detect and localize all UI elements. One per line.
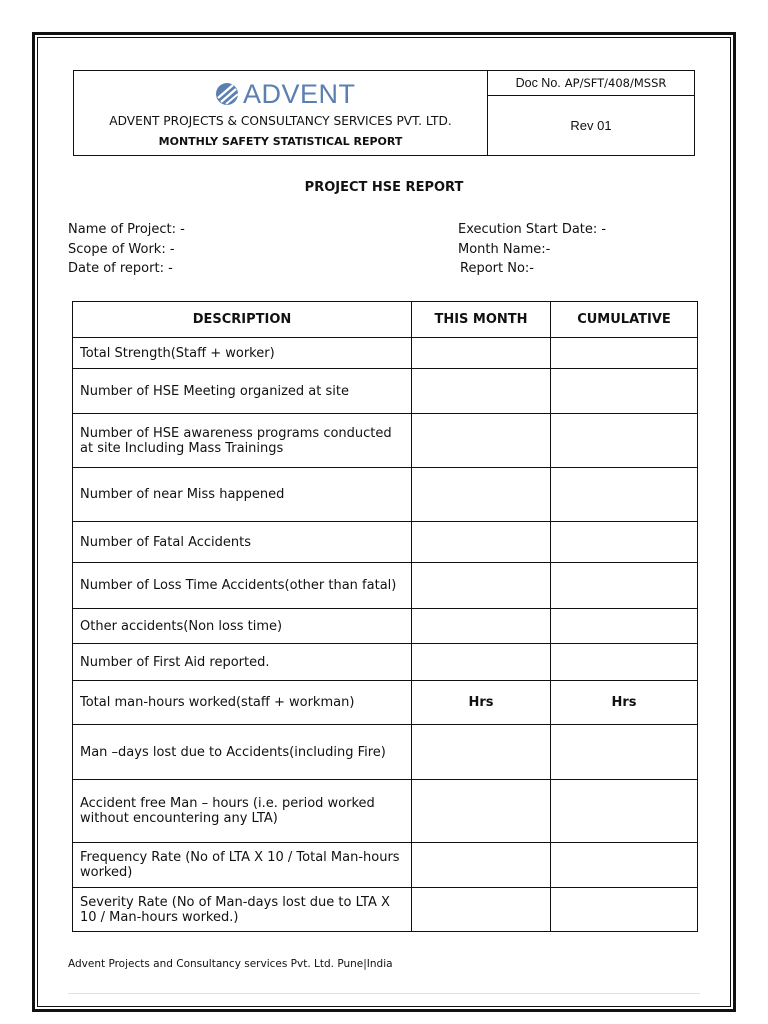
this-month-cell[interactable] [412,369,551,414]
hse-statistics-table [72,301,698,932]
row-description: Total man-hours worked(staff + workman) [73,681,412,725]
column-header-cumulative: CUMULATIVE [551,302,698,338]
execution-start-date-field: Execution Start Date: - [458,222,607,237]
this-month-cell[interactable] [412,843,551,888]
cumulative-cell[interactable] [551,338,698,369]
table-row [73,369,698,414]
footer-divider [68,993,700,994]
this-month-cell[interactable] [412,414,551,468]
doc-number-cell [488,71,694,96]
cumulative-cell[interactable] [551,369,698,414]
doc-number-label: Doc No. [515,76,561,90]
cumulative-cell[interactable] [551,843,698,888]
cumulative-cell[interactable]: Hrs [551,681,698,725]
row-description: Number of Loss Time Accidents(other than fatal) [73,563,412,609]
report-no-field: Report No:- [460,261,534,276]
cumulative-cell[interactable] [551,468,698,522]
row-description: Man –days lost due to Accidents(including Fire) [73,725,412,780]
table-row [73,338,698,369]
row-description: Severity Rate (No of Man-days lost due to LTA X 10 / Man-hours worked.) [73,888,412,932]
cumulative-cell[interactable] [551,522,698,563]
doc-number-value: AP/SFT/408/MSSR [564,76,667,90]
cumulative-cell[interactable] [551,563,698,609]
company-name: ADVENT PROJECTS & CONSULTANCY SERVICES PVT. LTD. [109,114,452,128]
row-description: Total Strength(Staff + worker) [73,338,412,369]
table-row [73,780,698,843]
cumulative-cell[interactable] [551,644,698,681]
this-month-cell[interactable] [412,780,551,843]
row-description: Other accidents(Non loss time) [73,609,412,644]
cumulative-cell[interactable] [551,780,698,843]
row-description: Number of HSE Meeting organized at site [73,369,412,414]
column-header-description: DESCRIPTION [73,302,412,338]
this-month-cell[interactable] [412,338,551,369]
row-description: Accident free Man – hours (i.e. period worked without encountering any LTA) [73,780,412,843]
this-month-cell[interactable] [412,644,551,681]
report-date-field: Date of report: - [68,261,173,276]
cumulative-cell[interactable] [551,414,698,468]
table-row [73,609,698,644]
header-company-cell [74,71,488,155]
company-logo [214,79,356,109]
revision-cell: Rev 01 [570,118,612,133]
document-header [73,70,695,156]
table-row [73,843,698,888]
row-description: Number of Fatal Accidents [73,522,412,563]
this-month-cell[interactable] [412,468,551,522]
row-description: Number of First Aid reported. [73,644,412,681]
cumulative-cell[interactable] [551,725,698,780]
project-name-field: Name of Project: - [68,222,185,237]
advent-logo-icon [214,81,240,107]
scope-of-work-field: Scope of Work: - [68,241,175,257]
this-month-cell[interactable] [412,522,551,563]
table-row [73,522,698,563]
table-row [73,725,698,780]
page-title: PROJECT HSE REPORT [304,180,464,195]
table-row [73,414,698,468]
page-footer: Advent Projects and Consultancy services Pvt. Ltd. Pune|India [68,958,393,970]
cumulative-cell[interactable] [551,888,698,932]
logo-text: ADVENT [243,79,356,109]
this-month-cell[interactable] [412,609,551,644]
table-row [73,644,698,681]
cumulative-cell[interactable] [551,609,698,644]
table-header-row [73,302,698,338]
row-description: Number of near Miss happened [73,468,412,522]
row-description: Frequency Rate (No of LTA X 10 / Total Man-hours worked) [73,843,412,888]
table-row [73,888,698,932]
row-description: Number of HSE awareness programs conducted at site Including Mass Trainings [73,414,412,468]
this-month-cell[interactable]: Hrs [412,681,551,725]
column-header-this-month: THIS MONTH [412,302,551,338]
this-month-cell[interactable] [412,725,551,780]
this-month-cell[interactable] [412,888,551,932]
table-row [73,468,698,522]
table-row [73,681,698,725]
project-info-right [458,220,606,279]
month-name-field: Month Name:- [458,241,551,257]
report-kind: MONTHLY SAFETY STATISTICAL REPORT [158,135,403,148]
table-row [73,563,698,609]
project-info-left [68,220,185,279]
this-month-cell[interactable] [412,563,551,609]
